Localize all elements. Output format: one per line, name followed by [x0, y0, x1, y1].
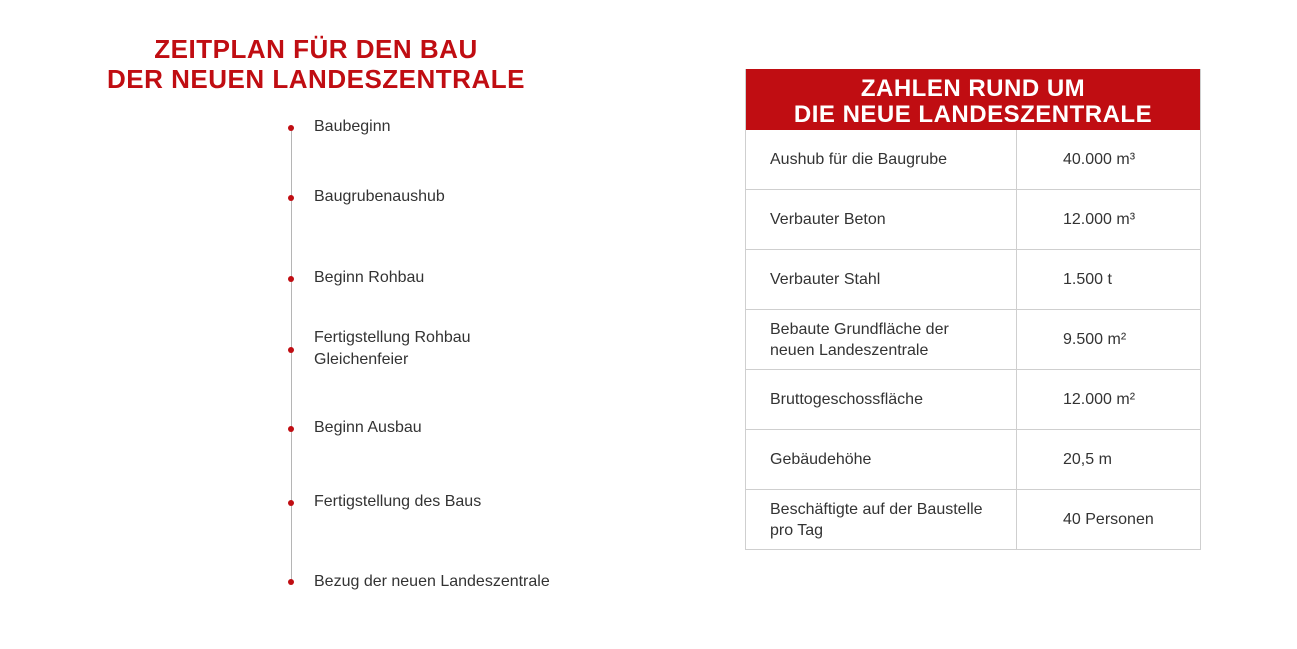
fact-label-line1: Beschäftigte auf der Baustelle [770, 500, 983, 518]
timeline-event [314, 327, 471, 371]
timeline-event-line1: Fertigstellung Rohbau [314, 329, 471, 346]
fact-label: Verbauter Beton [746, 190, 1017, 250]
table-row [746, 490, 1200, 550]
fact-value: 40 Personen [1017, 490, 1201, 550]
facts-header [746, 69, 1200, 130]
fact-label: Bruttogeschossfläche [746, 370, 1017, 430]
fact-label-line2: pro Tag [770, 521, 824, 539]
table-row [746, 310, 1200, 370]
facts-table [746, 130, 1200, 549]
fact-label: Gebäudehöhe [746, 430, 1017, 490]
fact-value: 1.500 t [1017, 250, 1201, 310]
timeline-title-line2: DER NEUEN LANDESZENTRALE [107, 64, 525, 94]
timeline-event: Bezug der neuen Landeszentrale [314, 573, 550, 590]
fact-value: 12.000 m² [1017, 370, 1201, 430]
timeline-title [96, 34, 536, 94]
timeline-dot [288, 125, 294, 131]
facts-box [745, 69, 1201, 550]
fact-label-line1: Bebaute Grundfläche der [770, 320, 949, 338]
fact-label: Aushub für die Baugrube [746, 130, 1017, 190]
timeline-dot [288, 579, 294, 585]
timeline-dot [288, 347, 294, 353]
timeline-dot [288, 195, 294, 201]
fact-value: 20,5 m [1017, 430, 1201, 490]
timeline-dot [288, 500, 294, 506]
table-row [746, 190, 1200, 250]
timeline-event-line2: Gleichenfeier [314, 351, 409, 368]
fact-label [746, 310, 1017, 370]
timeline-title-line1: ZEITPLAN FÜR DEN BAU [154, 34, 478, 64]
timeline-dot [288, 276, 294, 282]
table-row [746, 130, 1200, 190]
timeline-event: Beginn Ausbau [314, 419, 422, 436]
fact-value: 12.000 m³ [1017, 190, 1201, 250]
fact-value: 40.000 m³ [1063, 151, 1136, 168]
fact-label [746, 490, 1017, 550]
facts-title-line2: DIE NEUE LANDESZENTRALE [793, 101, 1153, 128]
fact-label: Verbauter Stahl [746, 250, 1017, 310]
timeline-event: Fertigstellung des Baus [314, 493, 482, 510]
fact-value: 9.500 m² [1017, 310, 1201, 370]
fact-label-line2: neuen Landeszentrale [770, 341, 929, 359]
facts-title-line1: ZAHLEN RUND UM [860, 75, 1086, 102]
timeline-event: Baugrubenaushub [314, 188, 445, 205]
table-row [746, 370, 1200, 430]
table-row [746, 430, 1200, 490]
timeline-event: Beginn Rohbau [314, 269, 425, 286]
timeline-dot [288, 426, 294, 432]
table-row [746, 250, 1200, 310]
timeline-event: Baubeginn [314, 118, 391, 135]
